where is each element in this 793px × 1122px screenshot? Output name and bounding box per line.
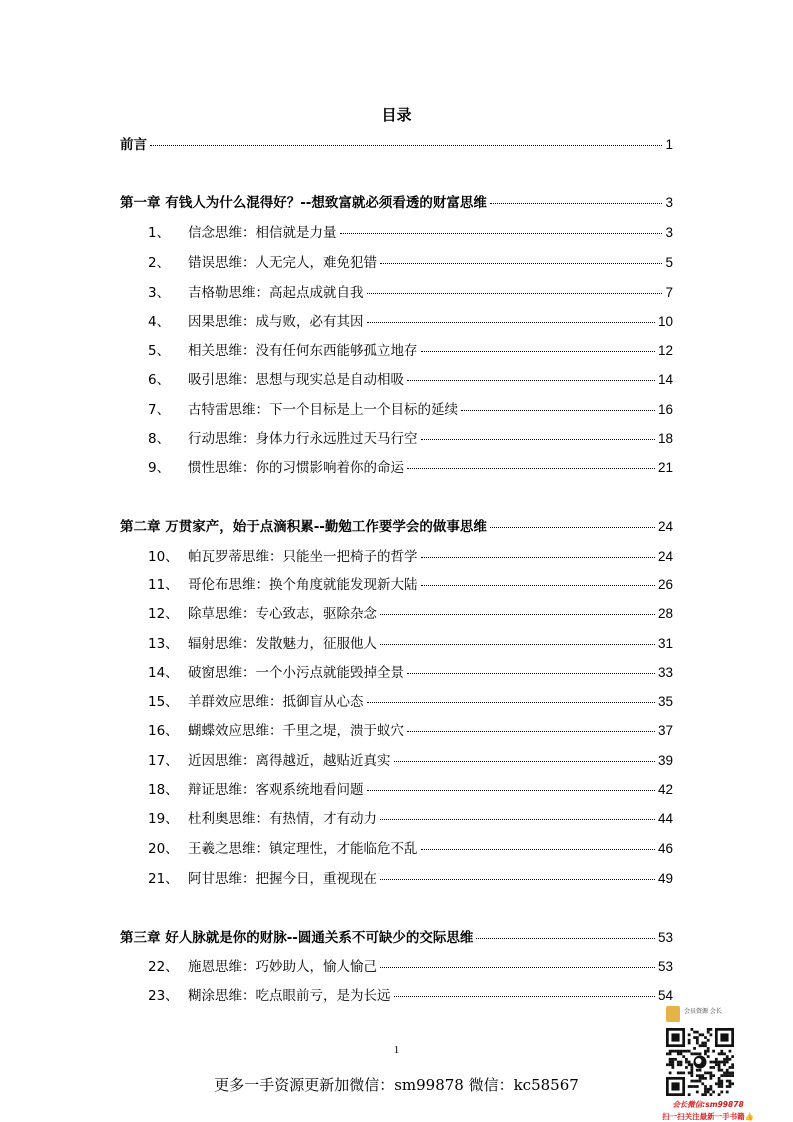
toc-leader-dots [407,673,655,674]
toc-entry-page: 31 [657,636,673,651]
toc-entry-title: 惯性思维：你的习惯影响着你的命运 [188,460,404,476]
toc-leader-dots [380,967,655,968]
toc-entry-page: 1 [665,137,673,152]
toc-leader-dots [421,585,655,586]
toc-title: 目录 [381,106,412,124]
toc-section-entry[interactable] [0,311,793,333]
logo-icon [666,1006,680,1022]
toc-entry-number: 8、 [148,431,171,447]
toc-entry-title: 第三章 好人脉就是你的财脉--圆通关系不可缺少的交际思维 [120,930,474,946]
toc-entry-page: 37 [657,723,673,738]
toc-entry-title: 相关思维：没有任何东西能够孤立地存 [188,343,418,359]
toc-entry-title: 前言 [120,137,147,153]
toc-entry-page: 12 [657,343,673,358]
toc-entry-number: 13、 [148,636,179,652]
toc-entry-page: 18 [657,431,673,446]
toc-leader-dots [150,145,662,146]
toc-entry-title: 辐射思维：发散魅力，征服他人 [188,636,377,652]
toc-leader-dots [380,614,655,615]
toc-section-entry[interactable] [0,838,793,860]
toc-leader-dots [380,819,655,820]
toc-section-entry[interactable] [0,428,793,450]
toc-entry-number: 6、 [148,372,171,388]
toc-entry-page: 44 [657,811,673,826]
toc-chapter-entry[interactable] [0,927,793,949]
toc-leader-dots [367,702,655,703]
toc-entry-title: 阿甘思维：把握今日，重视现在 [188,871,377,887]
toc-section-entry[interactable] [0,868,793,890]
toc-section-entry[interactable] [0,779,793,801]
toc-entry-title: 辩证思维：客观系统地看问题 [188,782,364,798]
toc-entry-page: 49 [657,871,673,886]
page-number: 1 [393,1044,400,1056]
toc-entry-number: 9、 [148,460,171,476]
toc-entry-number: 10、 [148,549,179,565]
toc-leader-dots [380,879,655,880]
toc-entry-page: 5 [665,255,673,270]
toc-entry-page: 53 [657,930,673,945]
toc-entry-title: 因果思维：成与败，必有其因 [188,314,364,330]
toc-entry-page: 14 [657,372,673,387]
toc-entry-page: 7 [665,285,673,300]
toc-leader-dots [367,790,655,791]
toc-leader-dots [407,468,655,469]
brand-logo [666,1004,754,1026]
toc-entry-page: 26 [657,577,673,592]
qr-caption-scan: 扫一扫关注最新一手书籍👍 [662,1112,754,1121]
toc-entry-number: 4、 [148,314,171,330]
toc-entry-title: 糊涂思维：吃点眼前亏，是为长远 [188,988,391,1004]
toc-entry-page: 21 [657,460,673,475]
toc-entry-page: 39 [657,753,673,768]
toc-leader-dots [421,351,655,352]
toc-entry-page: 3 [665,225,673,240]
toc-leader-dots [367,322,655,323]
toc-entry-title: 吉格勒思维：高起点成就自我 [188,285,364,301]
toc-entry-title: 蝴蝶效应思维：千里之堤，溃于蚁穴 [188,723,404,739]
toc-leader-dots [407,380,655,381]
toc-entry-title: 信念思维：相信就是力量 [188,225,337,241]
toc-entry-page: 53 [657,959,673,974]
toc-leader-dots [490,527,655,528]
logo-text: 会员资源 会长 [684,1008,722,1015]
toc-entry-title: 王羲之思维：镇定理性，才能临危不乱 [188,841,418,857]
toc-entry-page: 42 [657,782,673,797]
toc-entry-title: 杜利奥思维：有热情，才有动力 [188,811,377,827]
toc-leader-dots [490,203,663,204]
toc-leader-dots [461,410,655,411]
toc-section-entry[interactable] [0,252,793,274]
toc-entry-title: 除草思维：专心致志，驱除杂念 [188,606,377,622]
footer-note: 更多一手资源更新加微信：sm99878 微信：kc58567 [214,1076,579,1094]
toc-leader-dots [421,439,655,440]
toc-leader-dots [394,996,655,997]
toc-section-entry[interactable] [0,574,793,596]
toc-leader-dots [380,644,655,645]
toc-chapter-entry[interactable] [0,134,793,156]
toc-entry-title: 吸引思维：思想与现实总是自动相吸 [188,372,404,388]
toc-entry-number: 14、 [148,665,179,681]
toc-section-entry[interactable] [0,691,793,713]
toc-entry-number: 21、 [148,871,179,887]
toc-section-entry[interactable] [0,720,793,742]
toc-entry-title: 帕瓦罗蒂思维：只能坐一把椅子的哲学 [188,549,418,565]
qr-code-icon [666,1028,734,1096]
qr-caption-wechat: 会长微信:sm99878 [672,1100,744,1109]
toc-section-entry[interactable] [0,956,793,978]
toc-leader-dots [421,557,655,558]
toc-entry-page: 46 [657,841,673,856]
toc-entry-title: 行动思维：身体力行永远胜过天马行空 [188,431,418,447]
toc-entry-title: 哥伦布思维：换个角度就能发现新大陆 [188,577,418,593]
toc-entry-title: 近因思维：离得越近，越贴近真实 [188,753,391,769]
toc-entry-number: 15、 [148,694,179,710]
toc-entry-number: 7、 [148,402,171,418]
toc-chapter-entry[interactable] [0,192,793,214]
toc-leader-dots [421,849,655,850]
toc-entry-number: 23、 [148,988,179,1004]
toc-entry-title: 第二章 万贯家产，始于点滴积累--勤勉工作要学会的做事思维 [120,519,487,535]
toc-entry-page: 28 [657,606,673,621]
toc-section-entry[interactable] [0,546,793,568]
toc-entry-number: 17、 [148,753,179,769]
toc-section-entry[interactable] [0,662,793,684]
toc-entry-page: 3 [665,195,673,210]
toc-entry-number: 11、 [148,577,179,593]
toc-section-entry[interactable] [0,633,793,655]
toc-entry-number: 12、 [148,606,179,622]
toc-entry-title: 施恩思维：巧妙助人，愉人愉己 [188,959,377,975]
toc-leader-dots [394,761,655,762]
toc-entry-number: 20、 [148,841,179,857]
toc-entry-page: 24 [657,549,673,564]
toc-entry-number: 5、 [148,343,171,359]
toc-entry-page: 10 [657,314,673,329]
toc-leader-dots [407,731,655,732]
toc-chapter-entry[interactable] [0,516,793,538]
toc-entry-title: 错误思维：人无完人，难免犯错 [188,255,377,271]
toc-entry-number: 2、 [148,255,171,271]
toc-entry-title: 第一章 有钱人为什么混得好？--想致富就必须看透的财富思维 [120,195,487,211]
toc-entry-page: 16 [657,402,673,417]
toc-entry-number: 22、 [148,959,179,975]
qr-code-block [662,1004,754,1120]
toc-entry-number: 3、 [148,285,171,301]
toc-leader-dots [340,233,663,234]
toc-entry-number: 16、 [148,723,179,739]
toc-entry-page: 24 [657,519,673,534]
toc-entry-page: 35 [657,694,673,709]
toc-entry-number: 18、 [148,782,179,798]
toc-entry-title: 羊群效应思维：抵御盲从心态 [188,694,364,710]
toc-section-entry[interactable] [0,369,793,391]
toc-section-entry[interactable] [0,603,793,625]
toc-entry-page: 54 [657,988,673,1003]
toc-section-entry[interactable] [0,282,793,304]
toc-entry-page: 33 [657,665,673,680]
toc-entry-number: 1、 [148,225,171,241]
toc-section-entry[interactable] [0,808,793,830]
toc-section-entry[interactable] [0,340,793,362]
toc-entry-title: 古特雷思维：下一个目标是上一个目标的延续 [188,402,458,418]
toc-leader-dots [476,938,655,939]
toc-leader-dots [380,263,662,264]
toc-section-entry[interactable] [0,750,793,772]
toc-section-entry[interactable] [0,222,793,244]
toc-entry-number: 19、 [148,811,179,827]
toc-section-entry[interactable] [0,399,793,421]
toc-section-entry[interactable] [0,457,793,479]
toc-entry-title: 破窗思维：一个小污点就能毁掉全景 [188,665,404,681]
toc-leader-dots [367,293,663,294]
